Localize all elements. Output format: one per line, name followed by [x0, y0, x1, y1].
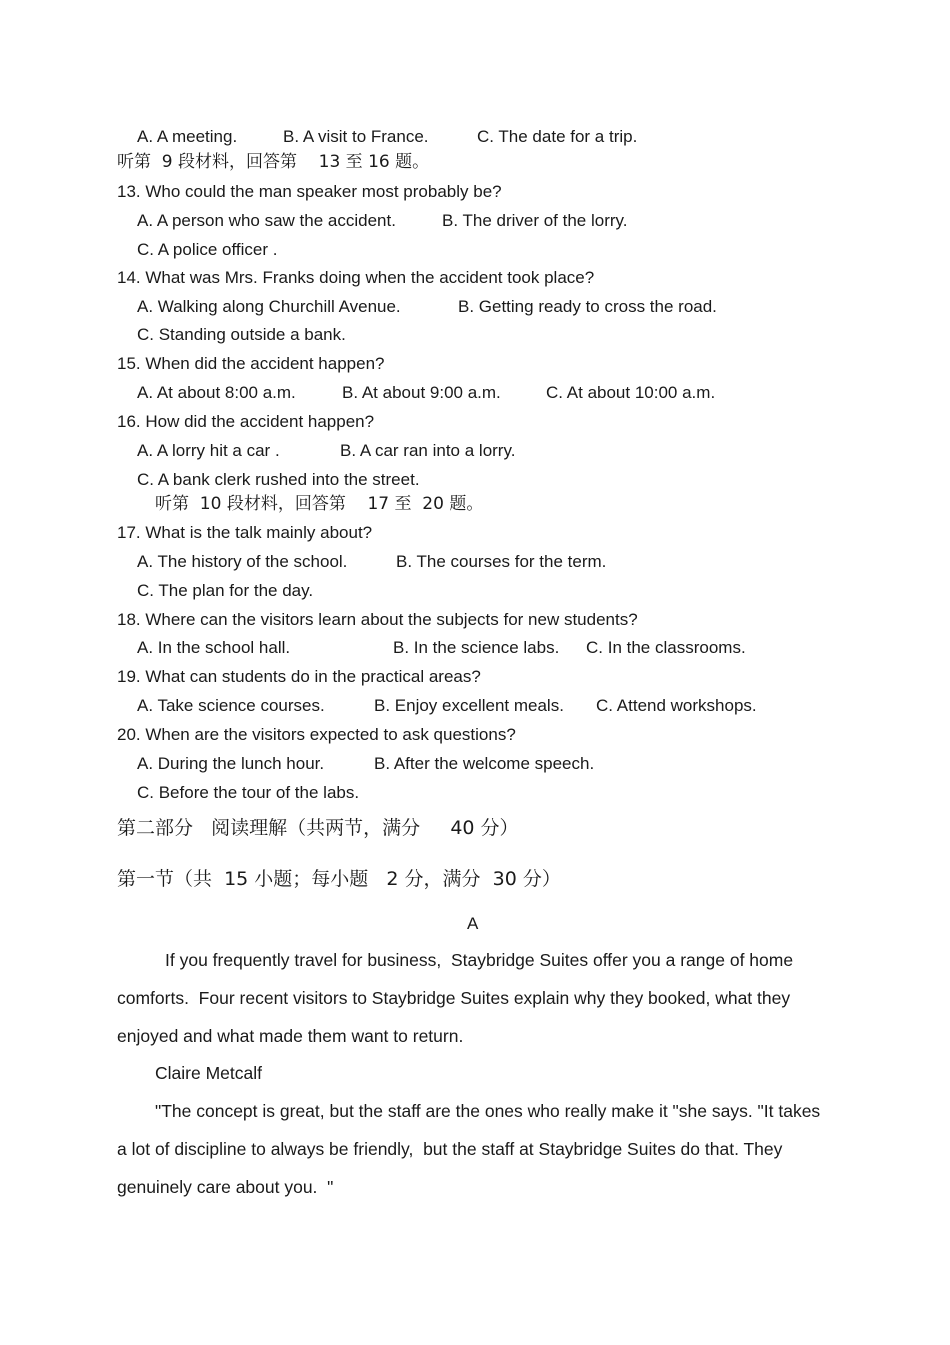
q19-option-c: C. Attend workshops.	[596, 696, 757, 715]
quote-line-3: genuinely care about you. "	[117, 1177, 334, 1197]
passage-line-1: If you frequently travel for business, Staybridge Suites offer you a range of home	[165, 950, 794, 970]
q16-option-c: C. A bank clerk rushed into the street.	[137, 470, 420, 489]
q12-option-b: B. A visit to France.	[283, 127, 429, 146]
quote-line-1: "The concept is great, but the staff are the ones who really make it "she says. "It takes	[155, 1101, 821, 1121]
q13-option-a: A. A person who saw the accident.	[137, 211, 396, 230]
person-name: Claire Metcalf	[155, 1063, 262, 1083]
q14-stem: 14. What was Mrs. Franks doing when the accident took place?	[117, 268, 595, 287]
q13-option-b: B. The driver of the lorry.	[442, 211, 628, 230]
q17-option-c: C. The plan for the day.	[137, 581, 314, 600]
q20-stem: 20. When are the visitors expected to ask questions?	[117, 725, 516, 744]
part2-heading: 第二部分 阅读理解（共两节，满分 40 分）	[117, 817, 519, 839]
section9-instruction: 听第 9 段材料，回答第 13 至 16 题。	[117, 152, 430, 172]
passage-line-2: comforts. Four recent visitors to Staybridge Suites explain why they booked, what they	[117, 988, 791, 1008]
q15-option-a: A. At about 8:00 a.m.	[137, 383, 296, 402]
section1-heading: 第一节（共 15 小题；每小题 2 分，满分 30 分）	[117, 868, 561, 890]
q20-option-a: A. During the lunch hour.	[137, 754, 325, 773]
q14-option-b: B. Getting ready to cross the road.	[458, 297, 717, 316]
q19-option-a: A. Take science courses.	[137, 696, 325, 715]
q20-option-b: B. After the welcome speech.	[374, 754, 595, 773]
q16-option-a: A. A lorry hit a car .	[137, 441, 280, 460]
q18-stem: 18. Where can the visitors learn about the subjects for new students?	[117, 610, 638, 629]
q15-stem: 15. When did the accident happen?	[117, 354, 385, 373]
q19-option-b: B. Enjoy excellent meals.	[374, 696, 564, 715]
q18-option-a: A. In the school hall.	[137, 638, 291, 657]
passage-label: A	[467, 914, 479, 933]
q17-option-b: B. The courses for the term.	[396, 552, 607, 571]
q16-option-b: B. A car ran into a lorry.	[340, 441, 516, 460]
q16-stem: 16. How did the accident happen?	[117, 412, 375, 431]
q13-option-c: C. A police officer .	[137, 240, 278, 259]
q18-option-b: B. In the science labs.	[393, 638, 560, 657]
q15-option-b: B. At about 9:00 a.m.	[342, 383, 501, 402]
q19-stem: 19. What can students do in the practical areas?	[117, 667, 481, 686]
q12-option-c: C. The date for a trip.	[477, 127, 638, 146]
q14-option-a: A. Walking along Churchill Avenue.	[137, 297, 401, 316]
passage-line-3: enjoyed and what made them want to return.	[117, 1026, 464, 1046]
q12-option-a: A. A meeting.	[137, 127, 238, 146]
q13-stem: 13. Who could the man speaker most probably be?	[117, 182, 502, 201]
q17-stem: 17. What is the talk mainly about?	[117, 523, 373, 542]
q17-option-a: A. The history of the school.	[137, 552, 348, 571]
q15-option-c: C. At about 10:00 a.m.	[546, 383, 716, 402]
q14-option-c: C. Standing outside a bank.	[137, 325, 346, 344]
quote-line-2: a lot of discipline to always be friendly, but the staff at Staybridge Suites do that. They	[117, 1139, 783, 1159]
section10-instruction: 听第 10 段材料，回答第 17 至 20 题。	[155, 494, 484, 514]
q18-option-c: C. In the classrooms.	[586, 638, 746, 657]
q20-option-c: C. Before the tour of the labs.	[137, 783, 360, 802]
